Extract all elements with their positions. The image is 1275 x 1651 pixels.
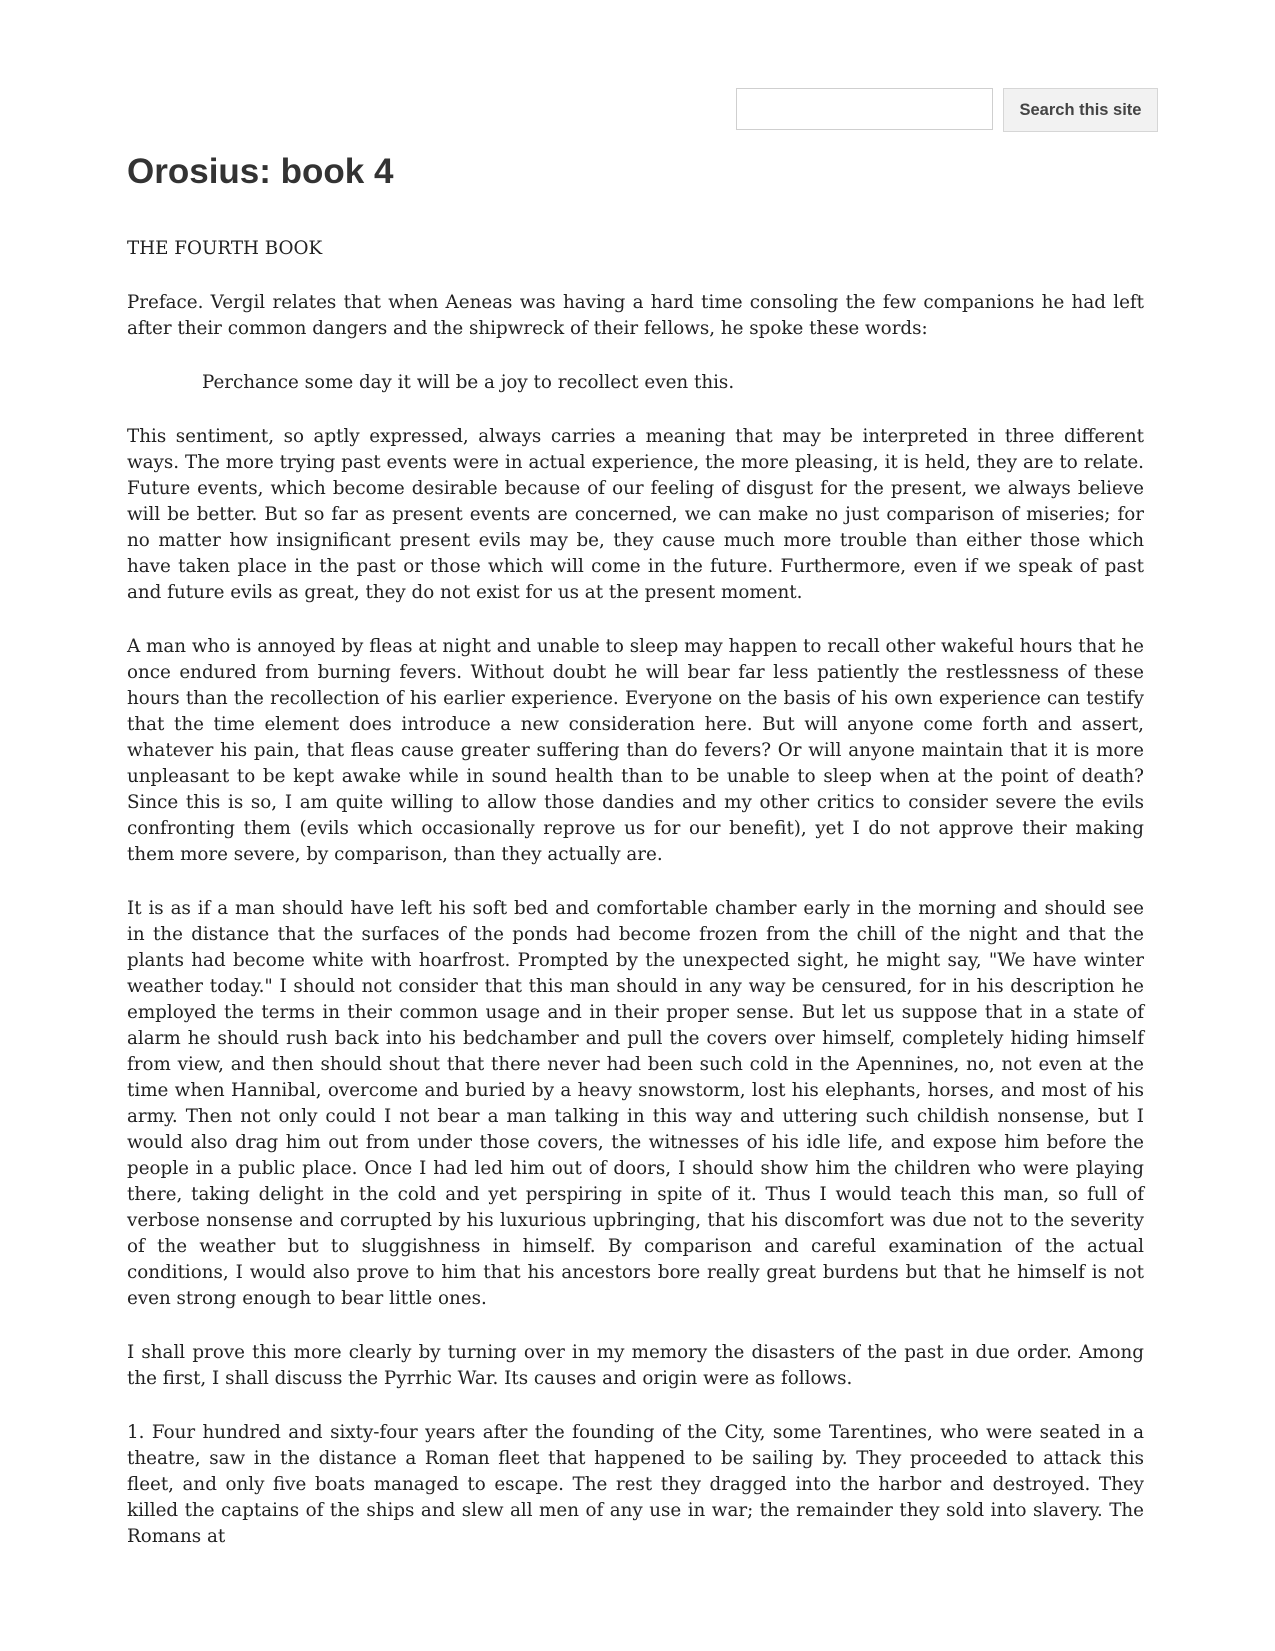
book-heading: THE FOURTH BOOK — [127, 238, 323, 259]
search-input[interactable] — [736, 88, 993, 130]
body-paragraph: It is as if a man should have left his soft bed and comfortable chamber early in the morning and should see in the distance that the surfaces of the ponds had become frozen from the chill of the night and that the plants had become white with hoarfrost. Prompted by the unexpected sight, he might say, "We have winter weather today." I should not consider that this man should in any way be censured, for in his description he employed the terms in their common usage and in their proper sense. But let us suppose that in a state of alarm he should rush back into his bedchamber and pull the covers over himself, completely hiding himself from view, and then should shout that there never had been such cold in the Apennines, no, not even at the time when Hannibal, overcome and buried by a heavy snowstorm, lost his elephants, horses, and most of his army. Then not only could I not bear a man talking in this way and uttering such childish nonsense, but I would also drag him out from under those covers, the witnesses of his idle life, and expose him before the people in a public place. Once I had led him out of doors, I should show him the children who were playing there, taking delight in the cold and yet perspiring in spite of it. Thus I would teach this man, so full of verbose nonsense and corrupted by his luxurious upbringing, that his discomfort was due not to the severity of the weather but to sluggishness in himself. By comparison and careful examination of the actual conditions, I would also prove to him that his ancestors bore really great burdens but that he himself is not even strong enough to bear little ones. — [127, 898, 1144, 1309]
article-body — [127, 236, 1144, 1578]
block-quote: Perchance some day it will be a joy to recollect even this. — [202, 372, 735, 393]
search-button[interactable]: Search this site — [1003, 88, 1158, 132]
body-paragraph: This sentiment, so aptly expressed, always carries a meaning that may be interpreted in three different ways. The more trying past events were in actual experience, the more pleasing, it is held, they are to relate. Future events, which become desirable because of our feeling of disgust for the present, we always believe will be better. But so far as present events are concerned, we can make no just comparison of miseries; for no matter how insignificant present evils may be, they cause much more trouble than either those which have taken place in the past or those which will come in the future. Furthermore, even if we speak of past and future evils as great, they do not exist for us at the present moment. — [127, 426, 1144, 603]
body-paragraph: 1. Four hundred and sixty-four years after the founding of the City, some Tarentines, who were seated in a theatre, saw in the distance a Roman fleet that happened to be sailing by. They proceeded to attack this fleet, and only five boats managed to escape. The rest they dragged into the harbor and destroyed. They killed the captains of the ships and slew all men of any use in war; the remainder they sold into slavery. The Romans at — [127, 1422, 1144, 1547]
body-paragraph: I shall prove this more clearly by turning over in my memory the disasters of the past in due order. Among the first, I shall discuss the Pyrrhic War. Its causes and origin were as follows. — [127, 1342, 1144, 1389]
preface-paragraph: Preface. Vergil relates that when Aeneas was having a hard time consoling the few companions he had left after their common dangers and the shipwreck of their fellows, he spoke these words: — [127, 292, 1144, 339]
body-paragraph: A man who is annoyed by fleas at night and unable to sleep may happen to recall other wakeful hours that he once endured from burning fevers. Without doubt he will bear far less patiently the restlessness of these hours than the recollection of his earlier experience. Everyone on the basis of his own experience can testify that the time element does introduce a new consideration here. But will anyone come forth and assert, whatever his pain, that fleas cause greater suffering than do fevers? Or will anyone maintain that it is more unpleasant to be kept awake while in sound health than to be unable to sleep when at the point of death? Since this is so, I am quite willing to allow those dandies and my other critics to consider severe the evils confronting them (evils which occasionally reprove us for our benefit), yet I do not approve their making them more severe, by comparison, than they actually are. — [127, 636, 1144, 865]
page-title: Orosius: book 4 — [127, 152, 394, 191]
site-search — [736, 88, 1158, 132]
